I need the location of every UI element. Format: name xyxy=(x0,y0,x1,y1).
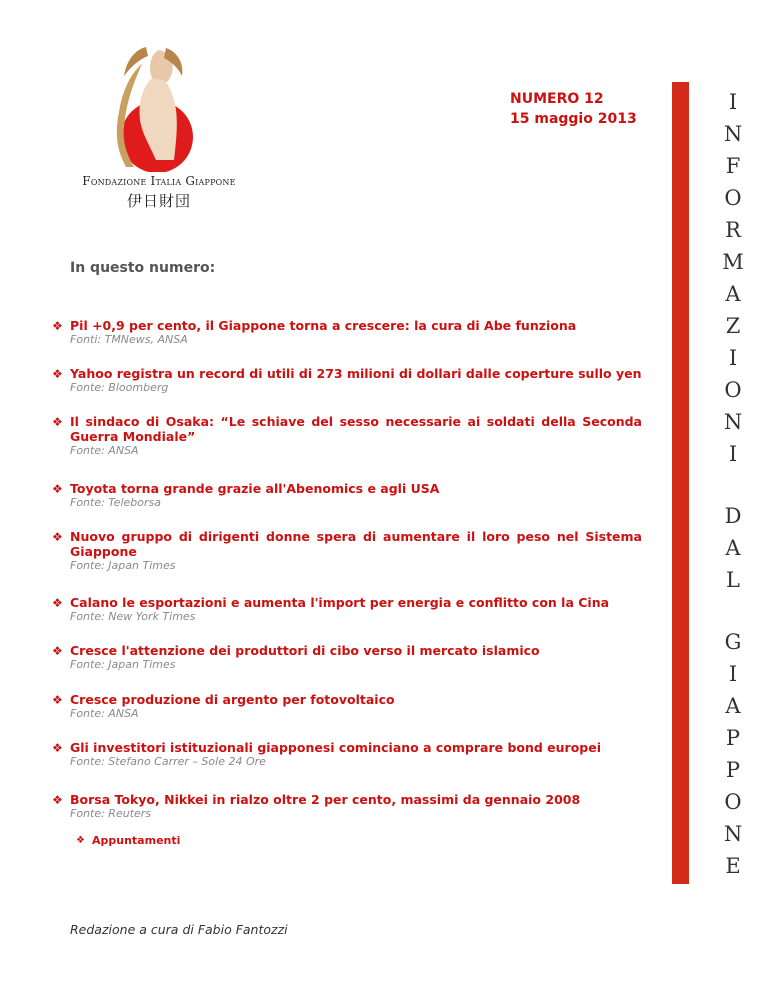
article-title[interactable]: Cresce produzione di argento per fotovoltaico xyxy=(70,692,395,707)
diamond-bullet-icon: ❖ xyxy=(52,644,63,658)
list-item[interactable] xyxy=(52,643,642,672)
article-source: Fonte: Stefano Carrer – Sole 24 Ore xyxy=(70,755,266,768)
article-title[interactable]: Il sindaco di Osaka: “Le schiave del sesso necessarie ai soldati della Seconda Guerra Mondiale” xyxy=(70,414,642,444)
diamond-bullet-icon: ❖ xyxy=(52,793,63,807)
article-title[interactable]: Yahoo registra un record di utili di 273 milioni di dollari dalle coperture sullo yen xyxy=(70,366,642,381)
issue-date: 15 maggio 2013 xyxy=(510,111,637,127)
diamond-bullet-icon: ❖ xyxy=(52,596,63,610)
vertical-letter: G xyxy=(724,630,742,654)
vertical-letter: A xyxy=(725,536,741,560)
article-source: Fonte: Teleborsa xyxy=(70,496,161,509)
vertical-letter: F xyxy=(725,154,741,178)
article-source: Fonte: New York Times xyxy=(70,610,196,623)
list-item[interactable] xyxy=(52,414,642,458)
list-item[interactable] xyxy=(52,692,642,721)
list-item[interactable] xyxy=(52,792,642,821)
foundation-name: Fondazione Italia Giappone xyxy=(82,174,236,188)
vertical-letter: O xyxy=(724,378,742,402)
article-source: Fonte: Bloomberg xyxy=(70,381,169,394)
diamond-bullet-icon: ❖ xyxy=(52,741,63,755)
article-source: Fonte: ANSA xyxy=(70,707,139,720)
vertical-title xyxy=(705,86,761,882)
vertical-letter: I xyxy=(728,346,738,370)
vertical-letter: N xyxy=(723,822,743,846)
vertical-letter: Z xyxy=(725,314,741,338)
diamond-bullet-icon: ❖ xyxy=(76,835,85,846)
foundation-name-cjk: 伊日財団 xyxy=(126,192,191,210)
article-source: Fonte: Japan Times xyxy=(70,559,176,572)
article-source: Fonti: TMNews, ANSA xyxy=(70,333,188,346)
article-title[interactable]: Calano le esportazioni e aumenta l'import per energia e conflitto con la Cina xyxy=(70,595,610,610)
list-item[interactable] xyxy=(52,318,642,347)
vertical-letter: P xyxy=(725,726,741,750)
diamond-bullet-icon: ❖ xyxy=(52,415,63,429)
list-item[interactable] xyxy=(52,529,642,573)
list-item[interactable] xyxy=(52,595,642,624)
diamond-bullet-icon: ❖ xyxy=(52,319,63,333)
list-item[interactable] xyxy=(52,366,642,395)
venus-sun-emblem xyxy=(64,42,254,172)
vertical-letter: R xyxy=(725,218,741,242)
article-source: Fonte: Japan Times xyxy=(70,658,176,671)
red-side-bar xyxy=(672,82,689,884)
article-title[interactable]: Nuovo gruppo di dirigenti donne spera di aumentare il loro peso nel Sistema Giappone xyxy=(70,529,642,559)
article-source: Fonte: ANSA xyxy=(70,444,139,457)
vertical-letter: N xyxy=(723,122,743,146)
diamond-bullet-icon: ❖ xyxy=(52,482,63,496)
foundation-logo xyxy=(64,42,254,212)
diamond-bullet-icon: ❖ xyxy=(52,367,63,381)
vertical-letter: E xyxy=(725,854,741,878)
vertical-letter: M xyxy=(722,250,744,274)
intro-heading: In questo numero: xyxy=(70,260,216,276)
article-title[interactable]: Gli investitori istituzionali giapponesi cominciano a comprare bond europei xyxy=(70,740,602,755)
article-title[interactable]: Borsa Tokyo, Nikkei in rialzo oltre 2 per cento, massimi da gennaio 2008 xyxy=(70,792,581,807)
vertical-letter: P xyxy=(725,758,741,782)
vertical-letter: D xyxy=(724,504,742,528)
article-title[interactable]: Pil +0,9 per cento, il Giappone torna a crescere: la cura di Abe funziona xyxy=(70,318,577,333)
vertical-letter: A xyxy=(725,282,741,306)
diamond-bullet-icon: ❖ xyxy=(52,693,63,707)
diamond-bullet-icon: ❖ xyxy=(52,530,63,544)
vertical-letter: L xyxy=(726,568,740,592)
vertical-letter: I xyxy=(728,90,738,114)
list-item[interactable] xyxy=(52,481,642,510)
issue-info xyxy=(510,89,637,129)
vertical-letter: O xyxy=(724,790,742,814)
vertical-letter: A xyxy=(725,694,741,718)
article-title[interactable]: Toyota torna grande grazie all'Abenomics e agli USA xyxy=(70,481,440,496)
vertical-letter: O xyxy=(724,186,742,210)
vertical-letter: N xyxy=(723,410,743,434)
vertical-letter: I xyxy=(728,442,738,466)
editorial-credit: Redazione a cura di Fabio Fantozzi xyxy=(70,922,288,937)
appointments-link[interactable] xyxy=(76,834,180,847)
issue-number: NUMERO 12 xyxy=(510,91,604,107)
list-item[interactable] xyxy=(52,740,642,769)
appointments-label[interactable]: Appuntamenti xyxy=(92,834,181,847)
article-title[interactable]: Cresce l'attenzione dei produttori di cibo verso il mercato islamico xyxy=(70,643,540,658)
article-source: Fonte: Reuters xyxy=(70,807,152,820)
vertical-letter: I xyxy=(728,662,738,686)
